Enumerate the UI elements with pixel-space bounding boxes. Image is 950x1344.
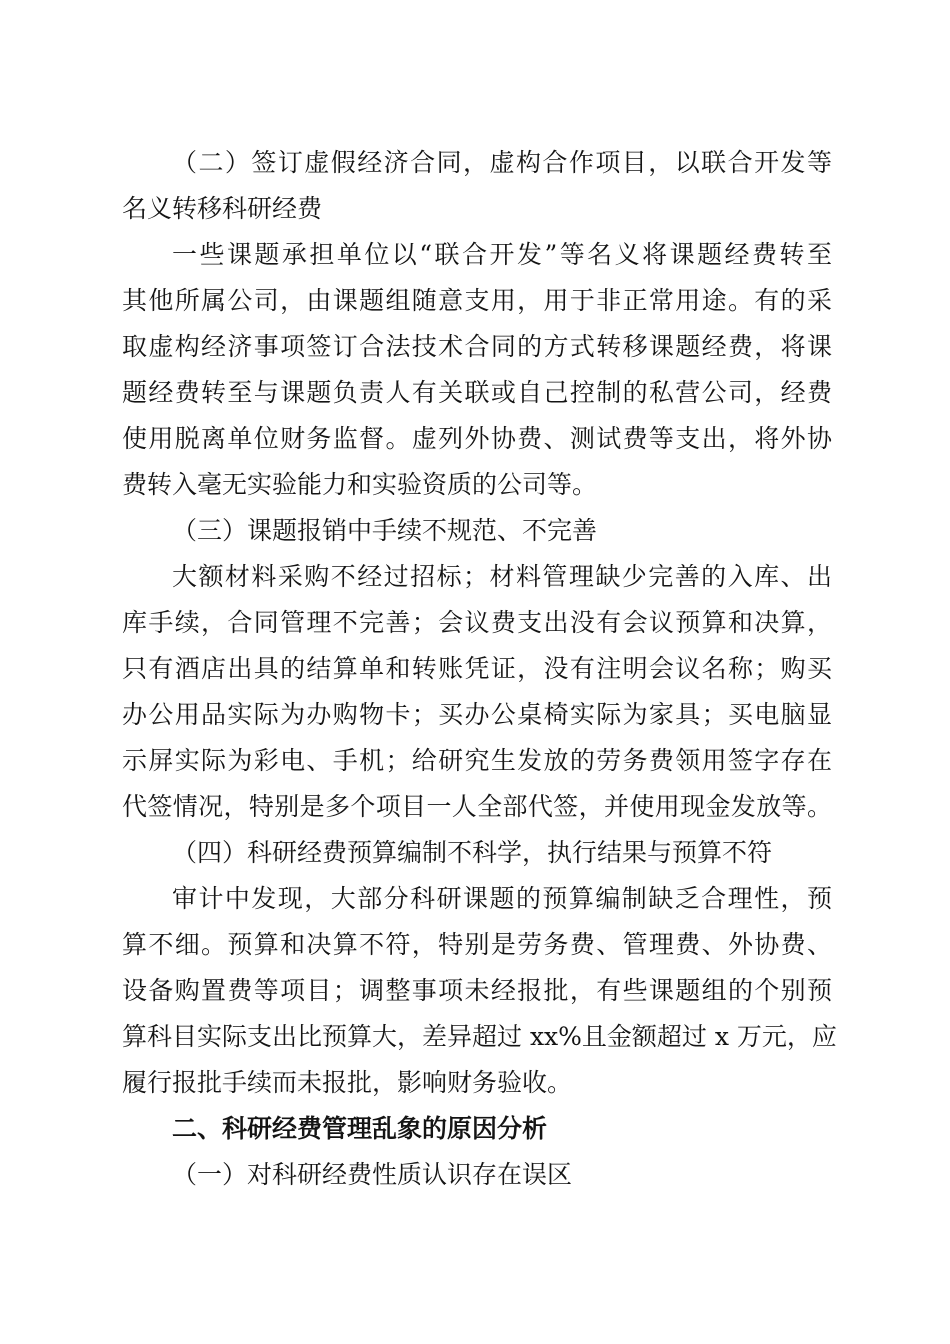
- section4-body-line: 履行报批手续而未报批，影响财务验收。: [122, 1068, 573, 1097]
- section2-body-line: 其他所属公司，由课题组随意支用，用于非正常用途。有的采: [122, 286, 832, 315]
- section3-heading: （三）课题报销中手续不规范、不完善: [172, 516, 598, 545]
- section4-body-line: 算不细。预算和决算不符，特别是劳务费、管理费、外协费、: [122, 930, 832, 959]
- section3-body-line: 示屏实际为彩电、手机；给研究生发放的劳务费领用签字存在: [122, 746, 832, 775]
- section4-body-line: 算科目实际支出比预算大，差异超过 xx%且金额超过 x 万元，应: [122, 1022, 837, 1051]
- section2-heading-line1: （二）签订虚假经济合同，虚构合作项目，以联合开发等: [172, 148, 832, 177]
- section3-body-line: 办公用品实际为办购物卡；买办公桌椅实际为家具；买电脑显: [122, 700, 832, 729]
- section2-body-line: 题经费转至与课题负责人有关联或自己控制的私营公司，经费: [122, 378, 832, 407]
- section2-heading-line2: 名义转移科研经费: [122, 194, 323, 223]
- section3-body-line: 大额材料采购不经过招标；材料管理缺少完善的入库、出: [172, 562, 832, 591]
- section3-body-line: 代签情况，特别是多个项目一人全部代签，并使用现金发放等。: [122, 792, 832, 821]
- section2-body-line: 费转入毫无实验能力和实验资质的公司等。: [122, 470, 598, 499]
- section4-body-line: 设备购置费等项目；调整事项未经报批，有些课题组的个别预: [122, 976, 832, 1005]
- part2-subheading: （一）对科研经费性质认识存在误区: [172, 1160, 573, 1189]
- section2-body-line: 取虚构经济事项签订合法技术合同的方式转移课题经费，将课: [122, 332, 832, 361]
- section2-body-line: 一些课题承担单位以“联合开发”等名义将课题经费转至: [172, 240, 832, 269]
- section4-body-line: 审计中发现，大部分科研课题的预算编制缺乏合理性，预: [172, 884, 832, 913]
- section3-body-line: 库手续，合同管理不完善；会议费支出没有会议预算和决算，: [122, 608, 832, 637]
- section4-heading: （四）科研经费预算编制不科学，执行结果与预算不符: [172, 838, 773, 867]
- section2-body-line: 使用脱离单位财务监督。虚列外协费、测试费等支出，将外协: [122, 424, 832, 453]
- section3-body-line: 只有酒店出具的结算单和转账凭证，没有注明会议名称；购买: [122, 654, 832, 683]
- part2-heading: 二、科研经费管理乱象的原因分析: [172, 1114, 548, 1143]
